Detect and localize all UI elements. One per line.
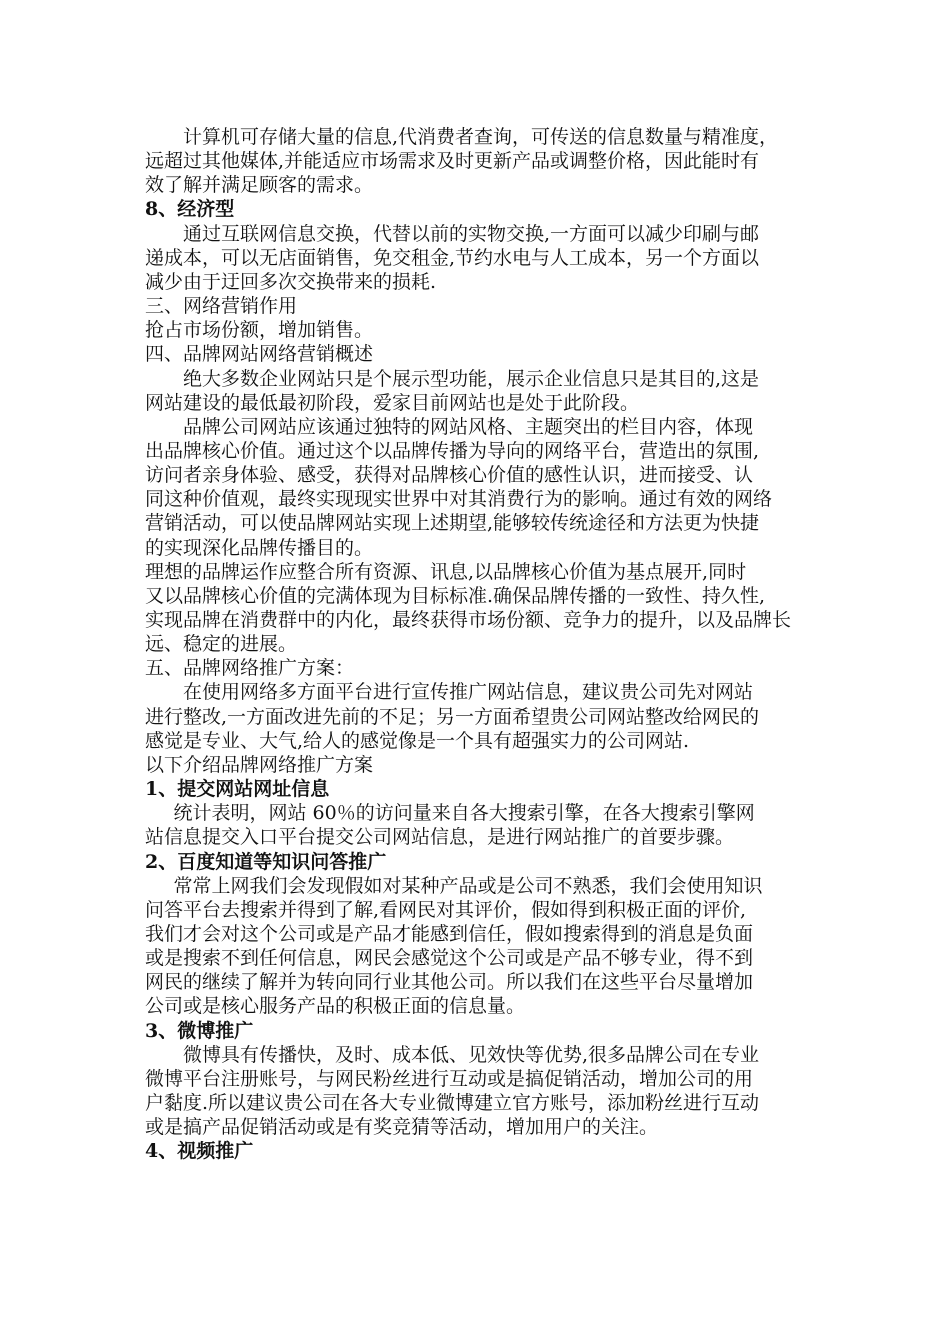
- paragraph-line: 实现品牌在消费群中的内化，最终获得市场份额、竞争力的提升，以及品牌长: [145, 609, 792, 631]
- paragraph-line: 我们才会对这个公司或是产品才能感到信任，假如搜索得到的消息是负面: [145, 922, 754, 945]
- paragraph-line: 或是搞产品促销活动或是有奖竞猜等活动，增加用户的关注。: [145, 1116, 659, 1139]
- paragraph-line: 统计表明，网站 60％的访问量来自各大搜索引擎，在各大搜索引擎网: [173, 802, 755, 825]
- paragraph-line: 绝大多数企业网站只是个展示型功能，展示企业信息只是其目的,这是: [183, 367, 760, 390]
- paragraph-line: 通过互联网信息交换，代替以前的实物交换,一方面可以减少印刷与邮: [183, 222, 760, 245]
- section-heading: 3、微博推广: [145, 1019, 254, 1042]
- paragraph-line: 计算机可存储大量的信息,代消费者查询，可传送的信息数量与精准度，: [183, 126, 779, 148]
- paragraph-line: 户黏度.所以建议贵公司在各大专业微博建立官方账号，添加粉丝进行互动: [145, 1092, 760, 1114]
- paragraph-line: 微博平台注册账号，与网民粉丝进行互动或是搞促销活动，增加公司的用: [145, 1067, 754, 1090]
- paragraph-line: 效了解并满足顾客的需求。: [145, 174, 374, 197]
- paragraph-line: 网民的继续了解并为转向同行业其他公司。所以我们在这些平台尽量增加: [145, 971, 754, 994]
- paragraph-line: 递成本，可以无店面销售，免交租金,节约水电与人工成本，另一个方面以: [145, 246, 760, 269]
- paragraph-line: 感觉是专业、大气,给人的感觉像是一个具有超强实力的公司网站.: [145, 729, 690, 752]
- paragraph-line: 四、品牌网站网络营销概述: [145, 343, 374, 366]
- paragraph-line: 品牌公司网站应该通过独特的网站风格、主题突出的栏目内容，体现: [183, 415, 754, 438]
- paragraph-line: 的实现深化品牌传播目的。: [145, 536, 374, 559]
- paragraph-line: 网站建设的最低最初阶段，爱家目前网站也是处于此阶段。: [145, 391, 640, 414]
- paragraph-line: 远超过其他媒体,并能适应市场需求及时更新产品或调整价格，因此能时有: [145, 150, 760, 173]
- paragraph-line: 以下介绍品牌网络推广方案: [145, 753, 374, 776]
- paragraph-line: 进行整改,一方面改进先前的不足；另一方面希望贵公司网站整改给网民的: [145, 705, 760, 728]
- paragraph-line: 三、网络营销作用: [145, 295, 298, 318]
- paragraph-line: 减少由于迂回多次交换带来的损耗.: [145, 270, 437, 293]
- paragraph-line: 访问者亲身体验、感受，获得对品牌核心价值的感性认识，进而接受、认: [145, 464, 754, 487]
- section-heading: 8、经济型: [145, 198, 235, 221]
- paragraph-line: 抢占市场份额，增加销售。: [145, 319, 374, 342]
- paragraph-line: 或是搜索不到任何信息，网民会感觉这个公司或是产品不够专业，得不到: [145, 947, 754, 970]
- paragraph-line: 微博具有传播快，及时、成本低、见效快等优势,很多品牌公司在专业: [183, 1043, 760, 1066]
- paragraph-line: 出品牌核心价值。通过这个以品牌传播为导向的网络平台，营造出的氛围,: [145, 439, 760, 462]
- section-heading: 4、视频推广: [145, 1140, 254, 1163]
- paragraph-line: 常常上网我们会发现假如对某种产品或是公司不熟悉，我们会使用知识: [173, 874, 763, 897]
- paragraph-line: 公司或是核心服务产品的积极正面的信息量。: [145, 995, 526, 1018]
- paragraph-line: 问答平台去搜索并得到了解,看网民对其评价，假如得到积极正面的评价,: [145, 898, 747, 921]
- section-heading: 2、百度知道等知识问答推广: [145, 850, 387, 873]
- paragraph-line: 五、品牌网络推广方案：: [145, 657, 355, 680]
- paragraph-line: 又以品牌核心价值的完满体现为目标标准.确保品牌传播的一致性、持久性,: [145, 584, 766, 607]
- paragraph-line: 营销活动，可以使品牌网站实现上述期望,能够较传统途径和方法更为快捷: [145, 512, 760, 535]
- paragraph-line: 同这种价值观，最终实现现实世界中对其消费行为的影响。通过有效的网络: [145, 488, 773, 511]
- paragraph-line: 远、稳定的进展。: [145, 633, 298, 656]
- paragraph-line: 站信息提交入口平台提交公司网站信息，是进行网站推广的首要步骤。: [145, 826, 735, 849]
- section-heading: 1、提交网站网址信息: [145, 778, 330, 801]
- paragraph-line: 理想的品牌运作应整合所有资源、讯息,以品牌核心价值为基点展开,同时: [145, 560, 747, 583]
- paragraph-line: 在使用网络多方面平台进行宣传推广网站信息，建议贵公司先对网站: [183, 681, 754, 704]
